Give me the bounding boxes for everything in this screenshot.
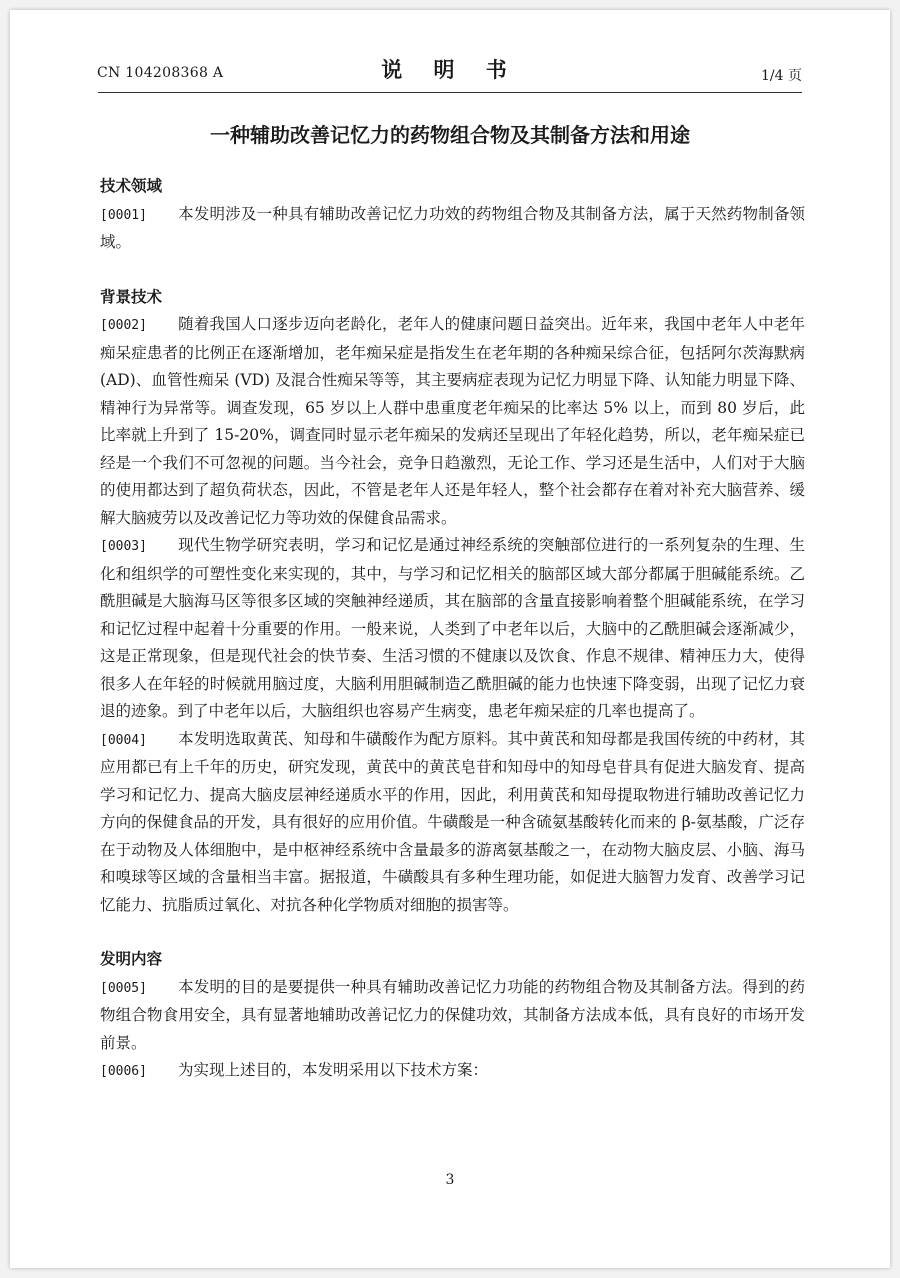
paragraph-text: 随着我国人口逐步迈向老龄化，老年人的健康问题日益突出。近年来，我国中老年人中老年痴呆症患者的比例正在逐渐增加，老年痴呆症是指发生在老年期的各种痴呆综合征，包括阿尔茨海默病 (AD)、血管性痴呆 (VD) 及混合性痴呆等等，其主要病症表现为记忆力明显下降、认知能力明显下降、精神行为异常等。调查发现，65 岁以上人群中患重度老年痴呆的比率达 5% 以上，而到 80 岁后，此比率就上升到了 15-20%，调查同时显示老年痴呆的发病还呈现出了年轻化趋势，所以，老年痴呆症已经是一个我们不可忽视的问题。当今社会，竞争日趋激烈，无论工作、学习还是生活中，人们对于大脑的使用都达到了超负荷状态，因此，不管是老年人还是年轻人，整个社会都存在着对补充大脑营养、缓解大脑疲劳以及改善记忆力等功效的保健食品需求。 [100,315,805,527]
paragraph-0002 [100,311,805,532]
paragraph-text: 本发明涉及一种具有辅助改善记忆力功效的药物组合物及其制备方法，属于天然药物制备领域。 [100,204,805,251]
section-heading-tech-field: 技术领域 [100,177,163,195]
paragraph-number: [0002] [100,318,147,333]
document-page [10,10,890,1268]
section-heading-invention: 发明内容 [100,950,163,968]
page-indicator: 1/4 页 [761,68,802,84]
section-heading-background: 背景技术 [100,287,163,306]
paragraph-text: 本发明选取黄芪、知母和牛磺酸作为配方原料。其中黄芪和知母都是我国传统的中药材，其应用都已有上千年的历史，研究发现，黄芪中的黄芪皂苷和知母中的知母皂苷具有促进大脑发育、提高学习和记忆力、提高大脑皮层神经递质水平的作用，因此，利用黄芪和知母提取物进行辅助改善记忆力方向的保健食品的开发，具有很好的应用价值。牛磺酸是一种含硫氨基酸转化而来的 β-氨基酸，广泛存在于动物及人体细胞中，是中枢神经系统中含量最多的游离氨基酸之一，在动物大脑皮层、小脑、海马和嗅球等区域的含量相当丰富。据报道，牛磺酸具有多种生理功能，如促进大脑智力发育、改善学习记忆能力、抗脂质过氧化、对抗各种化学物质对细胞的损害等。 [100,729,805,914]
paragraph-number: [0006] [100,1064,147,1079]
document-title: 一种辅助改善记忆力的药物组合物及其制备方法和用途 [210,123,690,147]
paragraph-number: [0005] [100,980,147,996]
paragraph-0005 [100,974,805,1058]
paragraph-text: 本发明的目的是要提供一种具有辅助改善记忆力功能的药物组合物及其制备方法。得到的药物组合物食用安全，具有显著地辅助改善记忆力的保健功效，其制备方法成本低，具有良好的市场开发前景。 [100,977,805,1052]
document-body [100,173,805,1086]
paragraph-number: [0004] [100,732,147,748]
paragraph-text: 现代生物学研究表明，学习和记忆是通过神经系统的突触部位进行的一系列复杂的生理、生化和组织学的可塑性变化来实现的，其中，与学习和记忆相关的脑部区域大部分都属于胆碱能系统。乙酰胆碱是大脑海马区等很多区域的突触神经递质，其在脑部的含量直接影响着整个胆碱能系统，在学习和记忆过程中起着十分重要的作用。一般来说，人类到了中老年以后，大脑中的乙酰胆碱会逐渐减少，这是正常现象，但是现代社会的快节奏、生活习惯的不健康以及饮食、作息不规律、精神压力大，使得很多人在年轻的时候就用脑过度，大脑利用胆碱制造乙酰胆碱的能力也快速下降变弱，出现了记忆力衰退的迹象。到了中老年以后，大脑组织也容易产生病变，患老年痴呆症的几率也提高了。 [100,536,805,720]
document-type-heading: 说 明 书 [381,57,519,82]
publication-number: CN 104208368 A [97,65,224,81]
header-rule [98,92,802,93]
paragraph-number: [0001] [100,207,147,223]
paragraph-0004 [100,726,805,920]
page-number: 3 [445,1172,455,1188]
paragraph-0006 [100,1057,805,1086]
paragraph-number: [0003] [100,539,147,554]
paragraph-0003 [100,532,805,726]
paragraph-0001 [100,201,805,257]
paragraph-text: 为实现上述目的，本发明采用以下技术方案： [178,1061,489,1079]
